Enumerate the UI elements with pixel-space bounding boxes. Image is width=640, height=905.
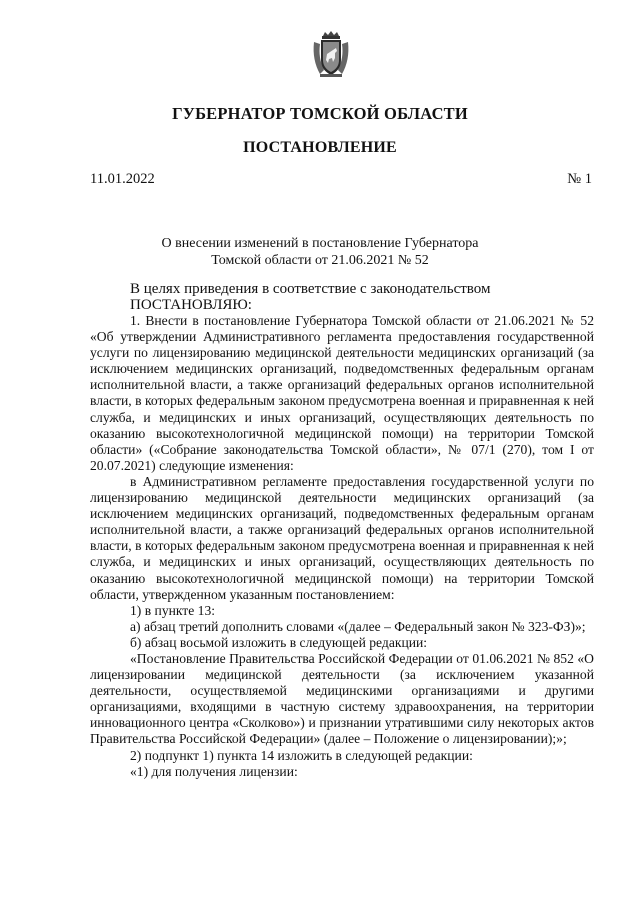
paragraph-subitem-2: 2) подпункт 1) пункта 14 изложить в следующей редакции: <box>130 747 473 763</box>
paragraph-subitem-a: а) абзац третий дополнить словами «(далее – Федеральный закон № 323-ФЗ)»; <box>130 618 586 634</box>
paragraph-decree: ПОСТАНОВЛЯЮ: <box>130 297 252 313</box>
subject-line-1: О внесении изменений в постановление Губернатора <box>161 236 479 251</box>
paragraph-subitem-b: б) абзац восьмой изложить в следующей редакции: <box>130 634 428 650</box>
document-body <box>90 281 594 780</box>
paragraph-item-1: 1. Внести в постановление Губернатора Томской области от 21.06.2021 № 52 «Об утверждении Административного регламента предоставления государственной услуги по лицензированию медицинской деятельности медицинских организаций (за исключением медицинских организаций, подведомственных федеральным органам исполнительной власти, а также организаций федеральных органов исполнительной власти, в которых федеральным законом предусмотрена военная и приравненная к ней служба, и медицинских и иных организаций, осуществляющих деятельность по оказанию высокотехнологичной медицинской помощи) на территории Томской области» («Собрание законодательства Томской области», № 07/1 (270), том I от 20.07.2021) следующие изменения: <box>90 313 594 473</box>
subject-line-2: Томской области от 21.06.2021 № 52 <box>211 252 429 268</box>
document-number: № 1 <box>567 171 592 187</box>
paragraph-subitem-1: 1) в пункте 13: <box>130 602 216 618</box>
document-subject <box>0 236 640 269</box>
document-date: 11.01.2022 <box>90 171 155 187</box>
coat-of-arms-icon <box>310 30 352 78</box>
paragraph-resolution-text: «Постановление Правительства Российской Федерации от 01.06.2021 № 852 «О лицензировании медицинской деятельности (за исключением указанной деятельности, осуществляемой медицинскими организациями и другими организациями, входящими в частную систему здравоохранения, на территории инновационного центра «Сколково») и признании утратившими силу некоторых актов Правительства Российской Федерации» (далее – Положение о лицензировании);»; <box>90 650 594 747</box>
document-type-title: ПОСТАНОВЛЕНИЕ <box>243 139 397 156</box>
authority-title: ГУБЕРНАТОР ТОМСКОЙ ОБЛАСТИ <box>172 104 468 123</box>
paragraph-license-start: «1) для получения лицензии: <box>130 763 298 779</box>
paragraph-regulation: в Административном регламенте предоставления государственной услуги по лицензированию медицинской деятельности медицинских организаций (за исключением медицинских организаций, подведомственных федеральным органам исполнительной власти, а также организаций федеральных органов исполнительной власти, в которых федеральным законом предусмотрена военная и приравненная к ней служба, и медицинских и иных организаций, осуществляющих деятельность по оказанию высокотехнологичной медицинской помощи) на территории Томской области, утвержденном указанным постановлением: <box>90 473 594 602</box>
paragraph-preamble: В целях приведения в соответствие с законодательством <box>130 281 491 297</box>
